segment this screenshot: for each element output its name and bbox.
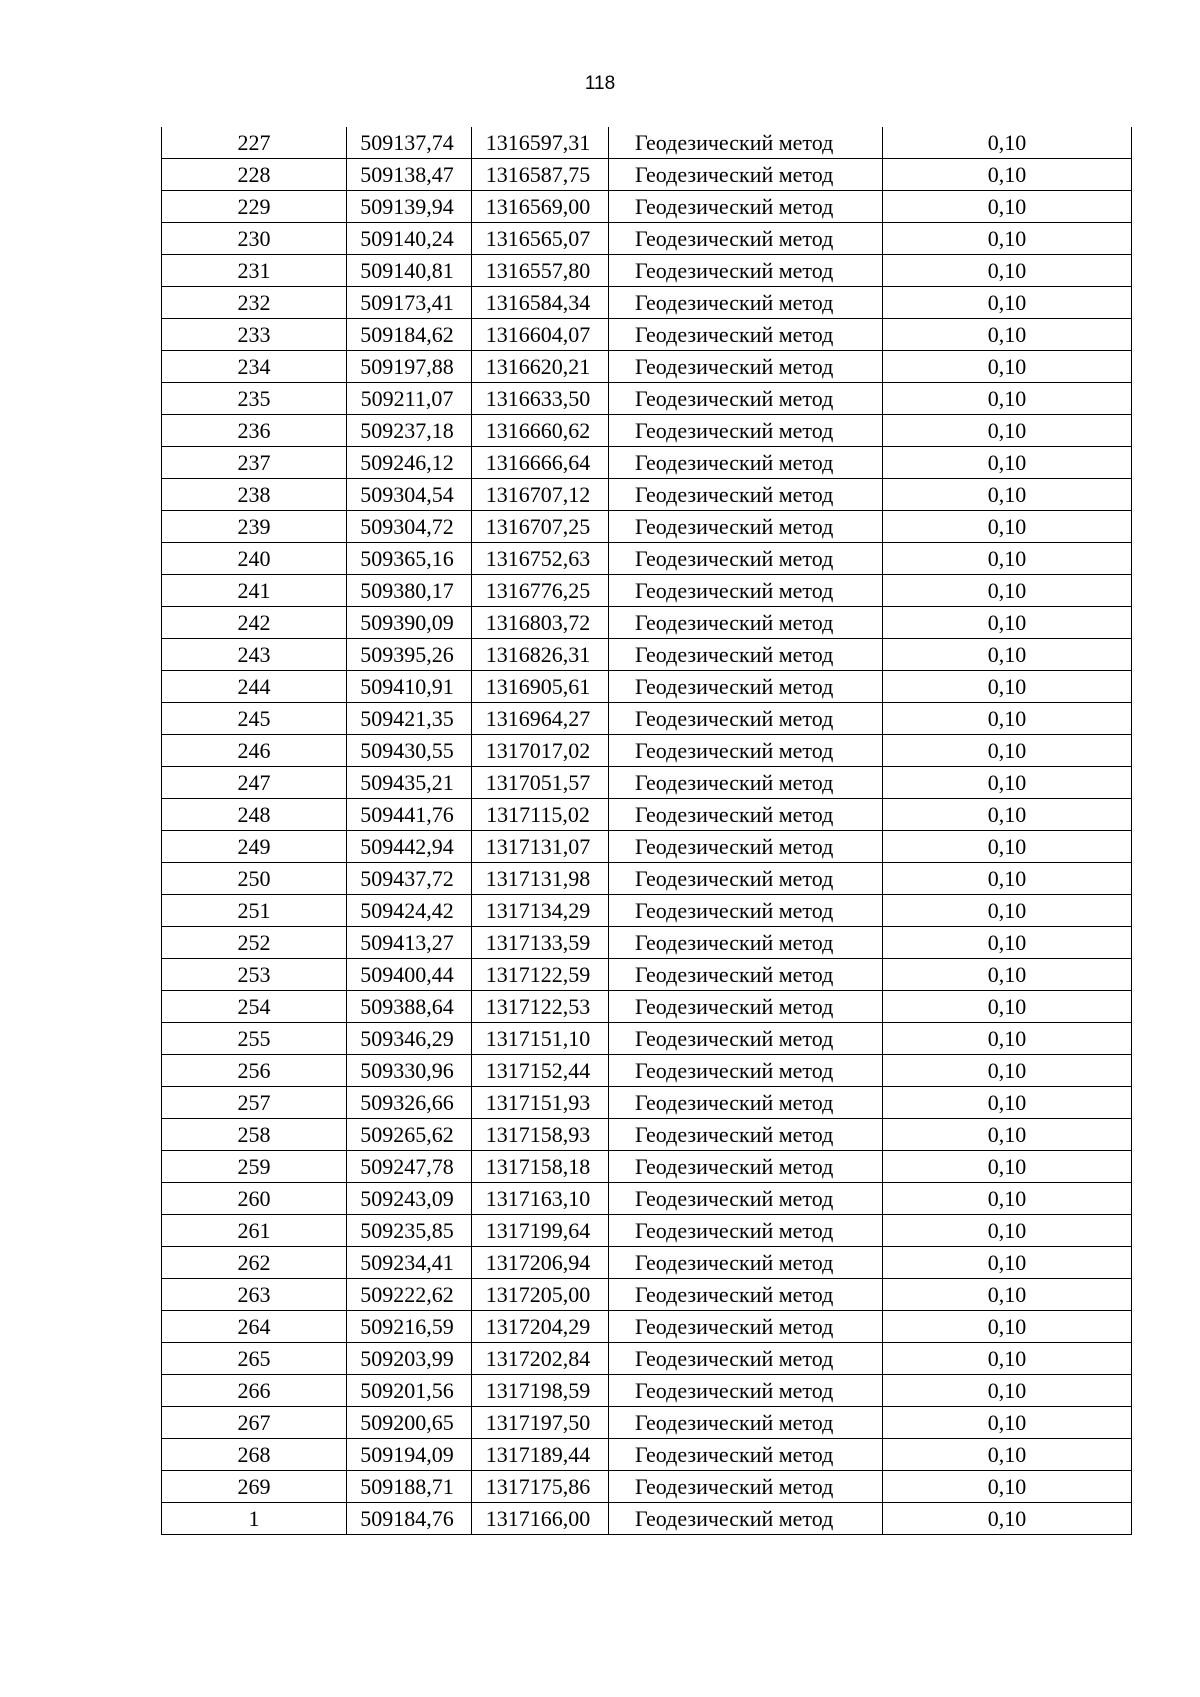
y-coordinate-cell: 1317017,02 xyxy=(472,735,609,767)
x-coordinate-cell: 509304,72 xyxy=(347,511,472,543)
accuracy-cell: 0,10 xyxy=(883,1279,1132,1311)
x-coordinate-cell: 509442,94 xyxy=(347,831,472,863)
point-number-cell: 240 xyxy=(162,543,347,575)
method-cell: Геодезический метод xyxy=(609,191,883,223)
table-row xyxy=(162,1119,1132,1151)
table-row xyxy=(162,159,1132,191)
table-row xyxy=(162,607,1132,639)
accuracy-cell: 0,10 xyxy=(883,1407,1132,1439)
accuracy-cell: 0,10 xyxy=(883,191,1132,223)
table-row xyxy=(162,1055,1132,1087)
y-coordinate-cell: 1317202,84 xyxy=(472,1343,609,1375)
method-cell: Геодезический метод xyxy=(609,1279,883,1311)
method-cell: Геодезический метод xyxy=(609,1215,883,1247)
table-row xyxy=(162,1439,1132,1471)
x-coordinate-cell: 509237,18 xyxy=(347,415,472,447)
accuracy-cell: 0,10 xyxy=(883,671,1132,703)
x-coordinate-cell: 509430,55 xyxy=(347,735,472,767)
y-coordinate-cell: 1316707,12 xyxy=(472,479,609,511)
table-row xyxy=(162,415,1132,447)
point-number-cell: 234 xyxy=(162,351,347,383)
table-row xyxy=(162,863,1132,895)
accuracy-cell: 0,10 xyxy=(883,927,1132,959)
y-coordinate-cell: 1317205,00 xyxy=(472,1279,609,1311)
method-cell: Геодезический метод xyxy=(609,351,883,383)
y-coordinate-cell: 1316707,25 xyxy=(472,511,609,543)
point-number-cell: 238 xyxy=(162,479,347,511)
y-coordinate-cell: 1317115,02 xyxy=(472,799,609,831)
y-coordinate-cell: 1317189,44 xyxy=(472,1439,609,1471)
table-row xyxy=(162,1375,1132,1407)
method-cell: Геодезический метод xyxy=(609,671,883,703)
method-cell: Геодезический метод xyxy=(609,639,883,671)
method-cell: Геодезический метод xyxy=(609,607,883,639)
y-coordinate-cell: 1317163,10 xyxy=(472,1183,609,1215)
y-coordinate-cell: 1316569,00 xyxy=(472,191,609,223)
point-number-cell: 228 xyxy=(162,159,347,191)
table-row xyxy=(162,1503,1132,1535)
table-row xyxy=(162,1471,1132,1503)
point-number-cell: 232 xyxy=(162,287,347,319)
table-row xyxy=(162,1343,1132,1375)
x-coordinate-cell: 509138,47 xyxy=(347,159,472,191)
method-cell: Геодезический метод xyxy=(609,863,883,895)
accuracy-cell: 0,10 xyxy=(883,991,1132,1023)
point-number-cell: 245 xyxy=(162,703,347,735)
accuracy-cell: 0,10 xyxy=(883,735,1132,767)
x-coordinate-cell: 509400,44 xyxy=(347,959,472,991)
y-coordinate-cell: 1316620,21 xyxy=(472,351,609,383)
table-row xyxy=(162,1407,1132,1439)
x-coordinate-cell: 509216,59 xyxy=(347,1311,472,1343)
coordinates-table xyxy=(161,127,1132,1535)
accuracy-cell: 0,10 xyxy=(883,1119,1132,1151)
method-cell: Геодезический метод xyxy=(609,479,883,511)
x-coordinate-cell: 509388,64 xyxy=(347,991,472,1023)
method-cell: Геодезический метод xyxy=(609,1503,883,1535)
table-row xyxy=(162,927,1132,959)
x-coordinate-cell: 509194,09 xyxy=(347,1439,472,1471)
method-cell: Геодезический метод xyxy=(609,1055,883,1087)
point-number-cell: 269 xyxy=(162,1471,347,1503)
accuracy-cell: 0,10 xyxy=(883,287,1132,319)
table-body xyxy=(162,127,1132,1535)
x-coordinate-cell: 509188,71 xyxy=(347,1471,472,1503)
method-cell: Геодезический метод xyxy=(609,575,883,607)
table-row xyxy=(162,1151,1132,1183)
accuracy-cell: 0,10 xyxy=(883,319,1132,351)
y-coordinate-cell: 1316776,25 xyxy=(472,575,609,607)
point-number-cell: 231 xyxy=(162,255,347,287)
x-coordinate-cell: 509421,35 xyxy=(347,703,472,735)
accuracy-cell: 0,10 xyxy=(883,1471,1132,1503)
accuracy-cell: 0,10 xyxy=(883,479,1132,511)
x-coordinate-cell: 509413,27 xyxy=(347,927,472,959)
table-row xyxy=(162,735,1132,767)
x-coordinate-cell: 509330,96 xyxy=(347,1055,472,1087)
x-coordinate-cell: 509365,16 xyxy=(347,543,472,575)
x-coordinate-cell: 509304,54 xyxy=(347,479,472,511)
x-coordinate-cell: 509201,56 xyxy=(347,1375,472,1407)
point-number-cell: 229 xyxy=(162,191,347,223)
y-coordinate-cell: 1317158,93 xyxy=(472,1119,609,1151)
x-coordinate-cell: 509235,85 xyxy=(347,1215,472,1247)
point-number-cell: 262 xyxy=(162,1247,347,1279)
method-cell: Геодезический метод xyxy=(609,767,883,799)
method-cell: Геодезический метод xyxy=(609,159,883,191)
point-number-cell: 252 xyxy=(162,927,347,959)
accuracy-cell: 0,10 xyxy=(883,703,1132,735)
x-coordinate-cell: 509197,88 xyxy=(347,351,472,383)
table-row xyxy=(162,127,1132,159)
method-cell: Геодезический метод xyxy=(609,895,883,927)
accuracy-cell: 0,10 xyxy=(883,895,1132,927)
accuracy-cell: 0,10 xyxy=(883,639,1132,671)
accuracy-cell: 0,10 xyxy=(883,1375,1132,1407)
page-number: 118 xyxy=(584,73,616,94)
point-number-cell: 259 xyxy=(162,1151,347,1183)
method-cell: Геодезический метод xyxy=(609,127,883,159)
x-coordinate-cell: 509437,72 xyxy=(347,863,472,895)
point-number-cell: 248 xyxy=(162,799,347,831)
x-coordinate-cell: 509137,74 xyxy=(347,127,472,159)
point-number-cell: 1 xyxy=(162,1503,347,1535)
table-row xyxy=(162,1215,1132,1247)
accuracy-cell: 0,10 xyxy=(883,1183,1132,1215)
accuracy-cell: 0,10 xyxy=(883,575,1132,607)
point-number-cell: 266 xyxy=(162,1375,347,1407)
accuracy-cell: 0,10 xyxy=(883,543,1132,575)
table-row xyxy=(162,1247,1132,1279)
table-row xyxy=(162,575,1132,607)
y-coordinate-cell: 1316964,27 xyxy=(472,703,609,735)
accuracy-cell: 0,10 xyxy=(883,1439,1132,1471)
accuracy-cell: 0,10 xyxy=(883,831,1132,863)
point-number-cell: 255 xyxy=(162,1023,347,1055)
method-cell: Геодезический метод xyxy=(609,831,883,863)
table-row xyxy=(162,351,1132,383)
method-cell: Геодезический метод xyxy=(609,1471,883,1503)
point-number-cell: 247 xyxy=(162,767,347,799)
x-coordinate-cell: 509200,65 xyxy=(347,1407,472,1439)
y-coordinate-cell: 1317122,59 xyxy=(472,959,609,991)
method-cell: Геодезический метод xyxy=(609,1023,883,1055)
accuracy-cell: 0,10 xyxy=(883,1503,1132,1535)
accuracy-cell: 0,10 xyxy=(883,959,1132,991)
y-coordinate-cell: 1316633,50 xyxy=(472,383,609,415)
table-row xyxy=(162,1183,1132,1215)
point-number-cell: 260 xyxy=(162,1183,347,1215)
point-number-cell: 233 xyxy=(162,319,347,351)
method-cell: Геодезический метод xyxy=(609,543,883,575)
x-coordinate-cell: 509424,42 xyxy=(347,895,472,927)
method-cell: Геодезический метод xyxy=(609,1343,883,1375)
y-coordinate-cell: 1316584,34 xyxy=(472,287,609,319)
accuracy-cell: 0,10 xyxy=(883,1087,1132,1119)
y-coordinate-cell: 1317158,18 xyxy=(472,1151,609,1183)
y-coordinate-cell: 1317051,57 xyxy=(472,767,609,799)
accuracy-cell: 0,10 xyxy=(883,127,1132,159)
point-number-cell: 265 xyxy=(162,1343,347,1375)
method-cell: Геодезический метод xyxy=(609,1087,883,1119)
table-row xyxy=(162,1087,1132,1119)
method-cell: Геодезический метод xyxy=(609,991,883,1023)
point-number-cell: 257 xyxy=(162,1087,347,1119)
accuracy-cell: 0,10 xyxy=(883,255,1132,287)
point-number-cell: 239 xyxy=(162,511,347,543)
point-number-cell: 235 xyxy=(162,383,347,415)
point-number-cell: 264 xyxy=(162,1311,347,1343)
x-coordinate-cell: 509243,09 xyxy=(347,1183,472,1215)
x-coordinate-cell: 509140,24 xyxy=(347,223,472,255)
table-row xyxy=(162,255,1132,287)
point-number-cell: 243 xyxy=(162,639,347,671)
x-coordinate-cell: 509211,07 xyxy=(347,383,472,415)
method-cell: Геодезический метод xyxy=(609,1375,883,1407)
point-number-cell: 242 xyxy=(162,607,347,639)
x-coordinate-cell: 509390,09 xyxy=(347,607,472,639)
y-coordinate-cell: 1316803,72 xyxy=(472,607,609,639)
method-cell: Геодезический метод xyxy=(609,959,883,991)
method-cell: Геодезический метод xyxy=(609,511,883,543)
y-coordinate-cell: 1317131,98 xyxy=(472,863,609,895)
y-coordinate-cell: 1316557,80 xyxy=(472,255,609,287)
x-coordinate-cell: 509140,81 xyxy=(347,255,472,287)
y-coordinate-cell: 1317122,53 xyxy=(472,991,609,1023)
accuracy-cell: 0,10 xyxy=(883,447,1132,479)
table-row xyxy=(162,1311,1132,1343)
table-row xyxy=(162,639,1132,671)
method-cell: Геодезический метод xyxy=(609,223,883,255)
accuracy-cell: 0,10 xyxy=(883,159,1132,191)
method-cell: Геодезический метод xyxy=(609,799,883,831)
table-row xyxy=(162,671,1132,703)
point-number-cell: 253 xyxy=(162,959,347,991)
point-number-cell: 244 xyxy=(162,671,347,703)
accuracy-cell: 0,10 xyxy=(883,1151,1132,1183)
y-coordinate-cell: 1316587,75 xyxy=(472,159,609,191)
x-coordinate-cell: 509441,76 xyxy=(347,799,472,831)
method-cell: Геодезический метод xyxy=(609,415,883,447)
point-number-cell: 268 xyxy=(162,1439,347,1471)
y-coordinate-cell: 1316905,61 xyxy=(472,671,609,703)
method-cell: Геодезический метод xyxy=(609,383,883,415)
table-row xyxy=(162,703,1132,735)
method-cell: Геодезический метод xyxy=(609,319,883,351)
table-row xyxy=(162,191,1132,223)
accuracy-cell: 0,10 xyxy=(883,1215,1132,1247)
method-cell: Геодезический метод xyxy=(609,1311,883,1343)
method-cell: Геодезический метод xyxy=(609,1151,883,1183)
point-number-cell: 261 xyxy=(162,1215,347,1247)
x-coordinate-cell: 509139,94 xyxy=(347,191,472,223)
y-coordinate-cell: 1317197,50 xyxy=(472,1407,609,1439)
table-row xyxy=(162,543,1132,575)
point-number-cell: 246 xyxy=(162,735,347,767)
x-coordinate-cell: 509246,12 xyxy=(347,447,472,479)
point-number-cell: 236 xyxy=(162,415,347,447)
y-coordinate-cell: 1317206,94 xyxy=(472,1247,609,1279)
table-row xyxy=(162,831,1132,863)
method-cell: Геодезический метод xyxy=(609,255,883,287)
accuracy-cell: 0,10 xyxy=(883,1343,1132,1375)
x-coordinate-cell: 509222,62 xyxy=(347,1279,472,1311)
y-coordinate-cell: 1317131,07 xyxy=(472,831,609,863)
x-coordinate-cell: 509234,41 xyxy=(347,1247,472,1279)
point-number-cell: 230 xyxy=(162,223,347,255)
method-cell: Геодезический метод xyxy=(609,447,883,479)
y-coordinate-cell: 1317151,10 xyxy=(472,1023,609,1055)
accuracy-cell: 0,10 xyxy=(883,511,1132,543)
accuracy-cell: 0,10 xyxy=(883,1311,1132,1343)
table-row xyxy=(162,767,1132,799)
method-cell: Геодезический метод xyxy=(609,1183,883,1215)
table-row xyxy=(162,895,1132,927)
y-coordinate-cell: 1317151,93 xyxy=(472,1087,609,1119)
method-cell: Геодезический метод xyxy=(609,1247,883,1279)
y-coordinate-cell: 1317204,29 xyxy=(472,1311,609,1343)
table-row xyxy=(162,319,1132,351)
accuracy-cell: 0,10 xyxy=(883,383,1132,415)
accuracy-cell: 0,10 xyxy=(883,1247,1132,1279)
method-cell: Геодезический метод xyxy=(609,703,883,735)
point-number-cell: 251 xyxy=(162,895,347,927)
y-coordinate-cell: 1317152,44 xyxy=(472,1055,609,1087)
x-coordinate-cell: 509247,78 xyxy=(347,1151,472,1183)
y-coordinate-cell: 1317198,59 xyxy=(472,1375,609,1407)
x-coordinate-cell: 509184,62 xyxy=(347,319,472,351)
y-coordinate-cell: 1317134,29 xyxy=(472,895,609,927)
y-coordinate-cell: 1316604,07 xyxy=(472,319,609,351)
y-coordinate-cell: 1316565,07 xyxy=(472,223,609,255)
x-coordinate-cell: 509410,91 xyxy=(347,671,472,703)
accuracy-cell: 0,10 xyxy=(883,607,1132,639)
x-coordinate-cell: 509203,99 xyxy=(347,1343,472,1375)
method-cell: Геодезический метод xyxy=(609,1439,883,1471)
x-coordinate-cell: 509395,26 xyxy=(347,639,472,671)
accuracy-cell: 0,10 xyxy=(883,863,1132,895)
point-number-cell: 249 xyxy=(162,831,347,863)
x-coordinate-cell: 509265,62 xyxy=(347,1119,472,1151)
point-number-cell: 263 xyxy=(162,1279,347,1311)
table-row xyxy=(162,383,1132,415)
point-number-cell: 241 xyxy=(162,575,347,607)
method-cell: Геодезический метод xyxy=(609,287,883,319)
accuracy-cell: 0,10 xyxy=(883,415,1132,447)
table-row xyxy=(162,799,1132,831)
accuracy-cell: 0,10 xyxy=(883,767,1132,799)
table-row xyxy=(162,511,1132,543)
point-number-cell: 227 xyxy=(162,127,347,159)
x-coordinate-cell: 509326,66 xyxy=(347,1087,472,1119)
y-coordinate-cell: 1316597,31 xyxy=(472,127,609,159)
y-coordinate-cell: 1317166,00 xyxy=(472,1503,609,1535)
table-row xyxy=(162,959,1132,991)
method-cell: Геодезический метод xyxy=(609,735,883,767)
table-row xyxy=(162,991,1132,1023)
x-coordinate-cell: 509173,41 xyxy=(347,287,472,319)
y-coordinate-cell: 1316752,63 xyxy=(472,543,609,575)
point-number-cell: 250 xyxy=(162,863,347,895)
y-coordinate-cell: 1317175,86 xyxy=(472,1471,609,1503)
point-number-cell: 254 xyxy=(162,991,347,1023)
accuracy-cell: 0,10 xyxy=(883,351,1132,383)
accuracy-cell: 0,10 xyxy=(883,223,1132,255)
method-cell: Геодезический метод xyxy=(609,1407,883,1439)
x-coordinate-cell: 509346,29 xyxy=(347,1023,472,1055)
point-number-cell: 237 xyxy=(162,447,347,479)
table-row xyxy=(162,479,1132,511)
table-row xyxy=(162,1023,1132,1055)
y-coordinate-cell: 1316826,31 xyxy=(472,639,609,671)
y-coordinate-cell: 1317133,59 xyxy=(472,927,609,959)
point-number-cell: 256 xyxy=(162,1055,347,1087)
point-number-cell: 267 xyxy=(162,1407,347,1439)
x-coordinate-cell: 509435,21 xyxy=(347,767,472,799)
method-cell: Геодезический метод xyxy=(609,1119,883,1151)
table-row xyxy=(162,1279,1132,1311)
accuracy-cell: 0,10 xyxy=(883,1023,1132,1055)
accuracy-cell: 0,10 xyxy=(883,799,1132,831)
x-coordinate-cell: 509380,17 xyxy=(347,575,472,607)
y-coordinate-cell: 1316660,62 xyxy=(472,415,609,447)
accuracy-cell: 0,10 xyxy=(883,1055,1132,1087)
table-row xyxy=(162,447,1132,479)
table-row xyxy=(162,223,1132,255)
table-row xyxy=(162,287,1132,319)
method-cell: Геодезический метод xyxy=(609,927,883,959)
y-coordinate-cell: 1316666,64 xyxy=(472,447,609,479)
x-coordinate-cell: 509184,76 xyxy=(347,1503,472,1535)
y-coordinate-cell: 1317199,64 xyxy=(472,1215,609,1247)
point-number-cell: 258 xyxy=(162,1119,347,1151)
